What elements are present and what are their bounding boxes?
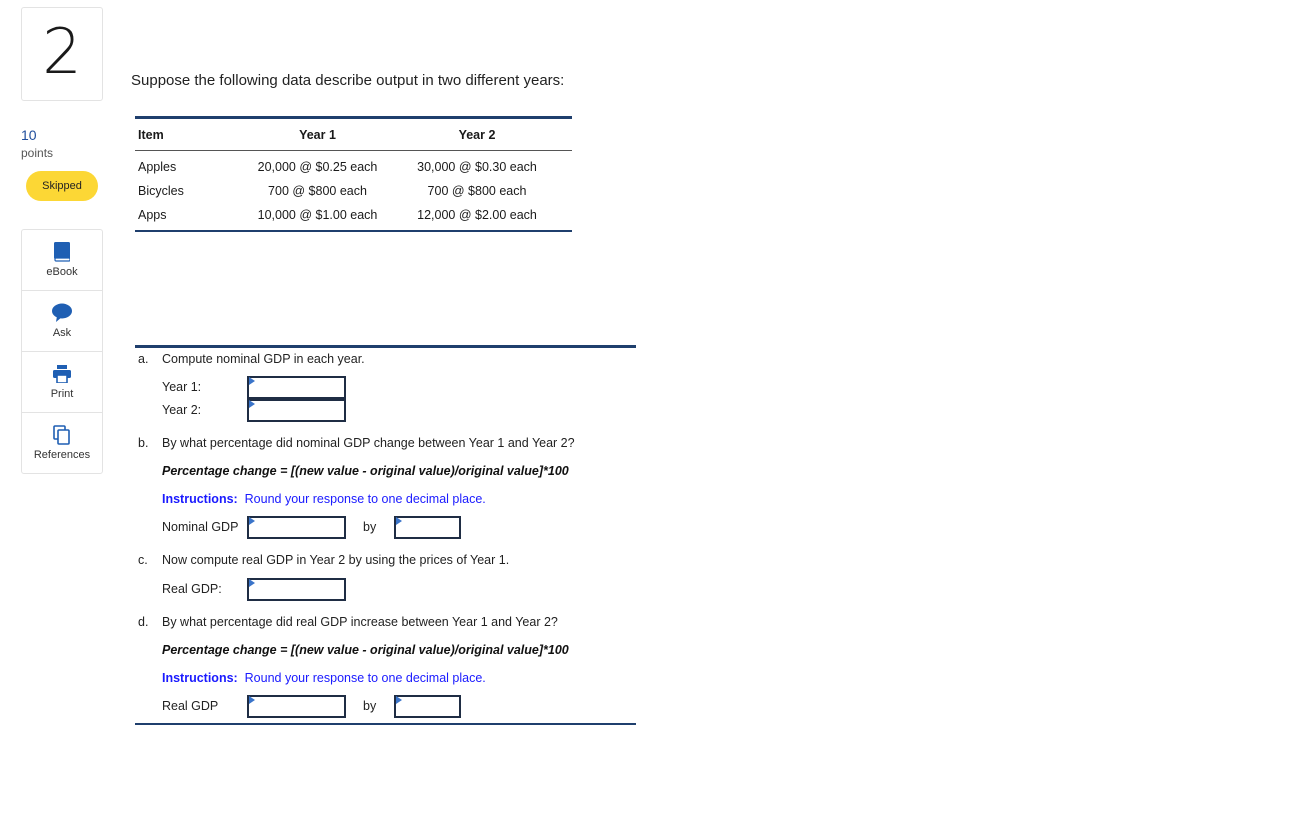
table-cell: 12,000 @ $2.00 each bbox=[417, 207, 537, 222]
header-year2: Year 2 bbox=[382, 118, 572, 151]
part-a-prompt: Compute nominal GDP in each year. bbox=[162, 352, 365, 366]
table-row bbox=[135, 151, 572, 179]
table-cell: 20,000 @ $0.25 each bbox=[257, 159, 378, 174]
header-item: Item bbox=[135, 118, 253, 151]
table-cell: Apples bbox=[138, 159, 177, 174]
question-number: 2 bbox=[42, 15, 82, 88]
by-label: by bbox=[363, 699, 377, 713]
nominal-gdp-direction-input[interactable] bbox=[247, 516, 346, 539]
part-d-prompt: By what percentage did real GDP increase between Year 1 and Year 2? bbox=[162, 615, 558, 629]
table-cell: 10,000 @ $1.00 each bbox=[257, 207, 378, 222]
part-b-instructions bbox=[162, 492, 486, 506]
questions-top-rule bbox=[135, 345, 636, 348]
book-icon bbox=[52, 242, 72, 262]
table-row bbox=[135, 179, 572, 204]
table-cell: Bicycles bbox=[138, 184, 184, 198]
instructions-label: Instructions: bbox=[162, 671, 238, 685]
points-value: 10 bbox=[21, 127, 37, 143]
references-button[interactable] bbox=[22, 413, 102, 474]
copy-icon bbox=[52, 425, 72, 445]
part-b-formula: Percentage change = [(new value - original value)/original value]*100 bbox=[162, 464, 569, 478]
by-label: by bbox=[363, 520, 377, 534]
part-b-letter: b. bbox=[138, 436, 149, 450]
part-a-letter: a. bbox=[138, 352, 149, 366]
real-gdp-percent-input[interactable] bbox=[394, 695, 461, 718]
table-row bbox=[135, 204, 572, 231]
output-data-table bbox=[135, 116, 572, 232]
ebook-label: eBook bbox=[46, 266, 78, 278]
questions-bottom-rule bbox=[135, 723, 636, 725]
part-d-instructions bbox=[162, 671, 486, 685]
nominal-gdp-percent-input[interactable] bbox=[394, 516, 461, 539]
table-header-row bbox=[135, 118, 572, 151]
table-cell: Apps bbox=[138, 207, 167, 222]
question-number-box bbox=[21, 7, 103, 101]
print-label: Print bbox=[50, 388, 74, 400]
part-d-formula: Percentage change = [(new value - original value)/original value]*100 bbox=[162, 643, 569, 657]
ask-label: Ask bbox=[52, 327, 72, 339]
year1-nominal-gdp-input[interactable] bbox=[247, 376, 346, 399]
ebook-button[interactable] bbox=[22, 230, 102, 291]
points-label: points bbox=[21, 146, 54, 160]
year2-label: Year 2: bbox=[162, 403, 202, 417]
part-c-prompt: Now compute real GDP in Year 2 by using the prices of Year 1. bbox=[162, 553, 510, 567]
printer-icon bbox=[52, 364, 72, 384]
table-cell: 30,000 @ $0.30 each bbox=[417, 159, 537, 174]
chat-bubble-icon bbox=[52, 303, 72, 323]
instructions-text: Round your response to one decimal place. bbox=[244, 492, 486, 506]
real-gdp-label: Real GDP: bbox=[162, 582, 222, 596]
status-badge: Skipped bbox=[26, 171, 98, 201]
ask-button[interactable] bbox=[22, 291, 102, 352]
table-cell: 700 @ $800 each bbox=[427, 184, 527, 198]
header-year1: Year 1 bbox=[253, 118, 382, 151]
instructions-label: Instructions: bbox=[162, 492, 238, 506]
year2-nominal-gdp-input[interactable] bbox=[247, 399, 346, 422]
year1-label: Year 1: bbox=[162, 380, 202, 394]
print-button[interactable] bbox=[22, 352, 102, 413]
real-gdp-change-label: Real GDP bbox=[162, 699, 219, 713]
references-label: References bbox=[33, 449, 91, 461]
nominal-gdp-label: Nominal GDP bbox=[162, 520, 239, 534]
tools-panel bbox=[21, 229, 103, 474]
part-c-letter: c. bbox=[138, 553, 148, 567]
part-b-prompt: By what percentage did nominal GDP change between Year 1 and Year 2? bbox=[162, 436, 575, 450]
table-cell: 700 @ $800 each bbox=[268, 184, 367, 198]
instructions-text: Round your response to one decimal place. bbox=[244, 671, 486, 685]
real-gdp-input[interactable] bbox=[247, 578, 346, 601]
part-d-letter: d. bbox=[138, 615, 149, 629]
real-gdp-direction-input[interactable] bbox=[247, 695, 346, 718]
question-intro: Suppose the following data describe output in two different years: bbox=[131, 72, 565, 89]
